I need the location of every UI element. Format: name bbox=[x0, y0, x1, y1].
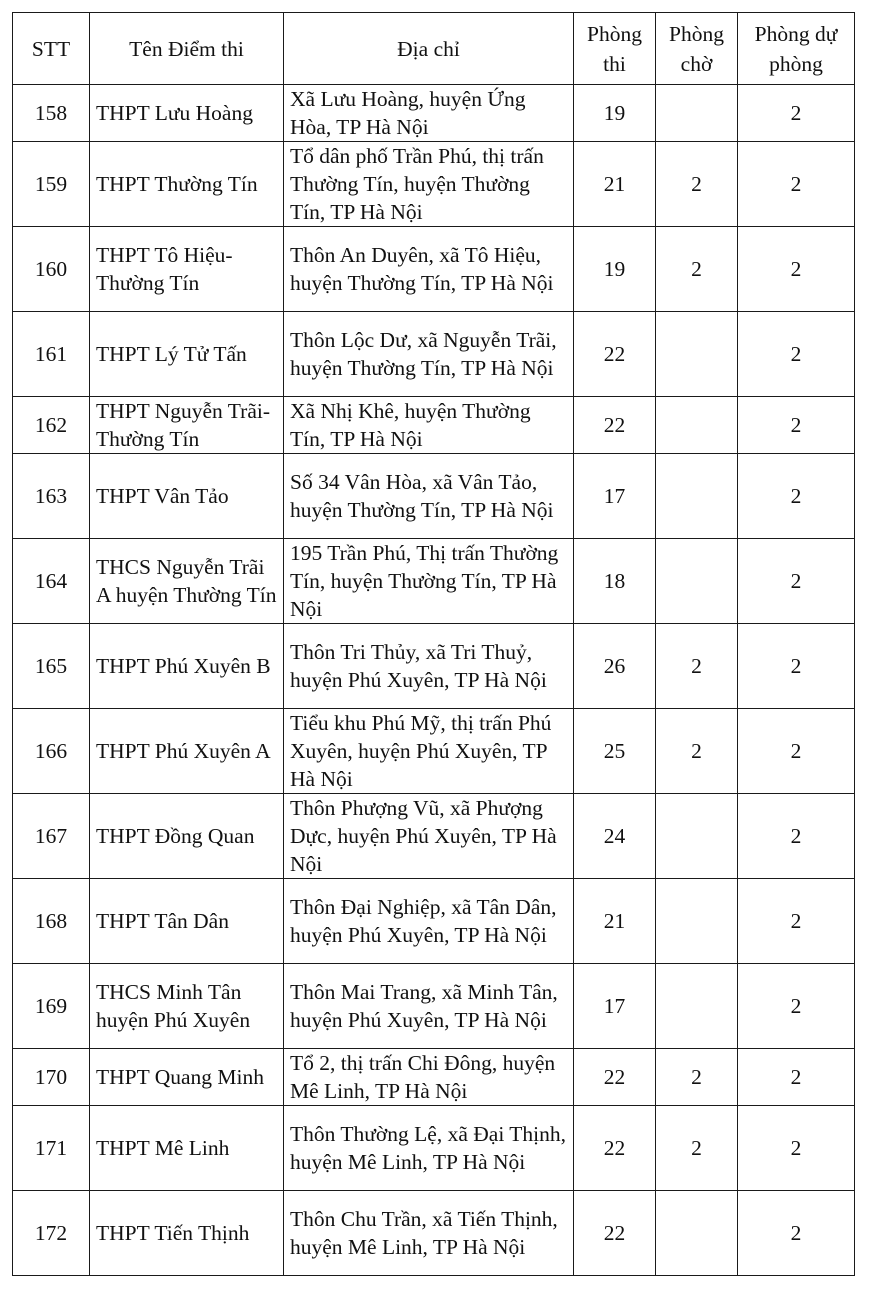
cell-address: Thôn Chu Trần, xã Tiến Thịnh, huyện Mê Linh, TP Hà Nội bbox=[284, 1191, 574, 1276]
cell-site-name: THPT Tiến Thịnh bbox=[90, 1191, 284, 1276]
document-page bbox=[12, 12, 855, 1276]
table-row bbox=[13, 539, 855, 624]
cell-reserve-rooms: 2 bbox=[738, 1191, 855, 1276]
header-exam-rooms: Phòng thi bbox=[574, 13, 656, 85]
cell-stt: 171 bbox=[13, 1106, 90, 1191]
cell-address: Thôn Lộc Dư, xã Nguyễn Trãi, huyện Thường Tín, TP Hà Nội bbox=[284, 312, 574, 397]
cell-site-name: THPT Mê Linh bbox=[90, 1106, 284, 1191]
table-row bbox=[13, 709, 855, 794]
cell-address: Thôn An Duyên, xã Tô Hiệu, huyện Thường Tín, TP Hà Nội bbox=[284, 227, 574, 312]
cell-exam-rooms: 22 bbox=[574, 1106, 656, 1191]
cell-reserve-rooms: 2 bbox=[738, 1106, 855, 1191]
cell-exam-rooms: 18 bbox=[574, 539, 656, 624]
cell-stt: 168 bbox=[13, 879, 90, 964]
cell-site-name: THPT Phú Xuyên A bbox=[90, 709, 284, 794]
cell-address: Tổ 2, thị trấn Chi Đông, huyện Mê Linh, TP Hà Nội bbox=[284, 1049, 574, 1106]
table-row bbox=[13, 624, 855, 709]
cell-reserve-rooms: 2 bbox=[738, 227, 855, 312]
header-waiting-rooms: Phòng chờ bbox=[656, 13, 738, 85]
cell-reserve-rooms: 2 bbox=[738, 1049, 855, 1106]
cell-waiting-rooms bbox=[656, 85, 738, 142]
table-row bbox=[13, 879, 855, 964]
cell-waiting-rooms bbox=[656, 964, 738, 1049]
cell-waiting-rooms bbox=[656, 539, 738, 624]
cell-waiting-rooms bbox=[656, 879, 738, 964]
cell-exam-rooms: 21 bbox=[574, 879, 656, 964]
header-stt: STT bbox=[13, 13, 90, 85]
table-row bbox=[13, 1106, 855, 1191]
cell-address: Tiểu khu Phú Mỹ, thị trấn Phú Xuyên, huyện Phú Xuyên, TP Hà Nội bbox=[284, 709, 574, 794]
cell-site-name: THCS Nguyễn Trãi A huyện Thường Tín bbox=[90, 539, 284, 624]
cell-site-name: THPT Lưu Hoàng bbox=[90, 85, 284, 142]
table-row bbox=[13, 142, 855, 227]
table-body bbox=[13, 85, 855, 1276]
table-row bbox=[13, 227, 855, 312]
header-reserve-rooms: Phòng dự phòng bbox=[738, 13, 855, 85]
cell-stt: 167 bbox=[13, 794, 90, 879]
header-site-name: Tên Điểm thi bbox=[90, 13, 284, 85]
cell-exam-rooms: 22 bbox=[574, 397, 656, 454]
cell-exam-rooms: 22 bbox=[574, 312, 656, 397]
cell-site-name: THCS Minh Tân huyện Phú Xuyên bbox=[90, 964, 284, 1049]
cell-site-name: THPT Tô Hiệu-Thường Tín bbox=[90, 227, 284, 312]
cell-waiting-rooms: 2 bbox=[656, 1106, 738, 1191]
cell-waiting-rooms: 2 bbox=[656, 624, 738, 709]
cell-reserve-rooms: 2 bbox=[738, 85, 855, 142]
table-row bbox=[13, 794, 855, 879]
cell-site-name: THPT Đồng Quan bbox=[90, 794, 284, 879]
cell-stt: 170 bbox=[13, 1049, 90, 1106]
header-address: Địa chỉ bbox=[284, 13, 574, 85]
cell-stt: 163 bbox=[13, 454, 90, 539]
cell-waiting-rooms: 2 bbox=[656, 142, 738, 227]
cell-reserve-rooms: 2 bbox=[738, 624, 855, 709]
cell-reserve-rooms: 2 bbox=[738, 397, 855, 454]
cell-address: Thôn Tri Thủy, xã Tri Thuỷ, huyện Phú Xuyên, TP Hà Nội bbox=[284, 624, 574, 709]
table-row bbox=[13, 312, 855, 397]
cell-reserve-rooms: 2 bbox=[738, 709, 855, 794]
cell-stt: 164 bbox=[13, 539, 90, 624]
table-row bbox=[13, 1191, 855, 1276]
cell-address: Số 34 Vân Hòa, xã Vân Tảo, huyện Thường Tín, TP Hà Nội bbox=[284, 454, 574, 539]
table-header-row bbox=[13, 13, 855, 85]
cell-site-name: THPT Quang Minh bbox=[90, 1049, 284, 1106]
cell-reserve-rooms: 2 bbox=[738, 142, 855, 227]
cell-address: Tổ dân phố Trần Phú, thị trấn Thường Tín, huyện Thường Tín, TP Hà Nội bbox=[284, 142, 574, 227]
cell-waiting-rooms: 2 bbox=[656, 709, 738, 794]
cell-address: Thôn Mai Trang, xã Minh Tân, huyện Phú Xuyên, TP Hà Nội bbox=[284, 964, 574, 1049]
cell-site-name: THPT Phú Xuyên B bbox=[90, 624, 284, 709]
cell-exam-rooms: 22 bbox=[574, 1049, 656, 1106]
cell-address: Thôn Đại Nghiệp, xã Tân Dân, huyện Phú Xuyên, TP Hà Nội bbox=[284, 879, 574, 964]
cell-address: Xã Lưu Hoàng, huyện Ứng Hòa, TP Hà Nội bbox=[284, 85, 574, 142]
table-row bbox=[13, 454, 855, 539]
cell-site-name: THPT Thường Tín bbox=[90, 142, 284, 227]
cell-stt: 161 bbox=[13, 312, 90, 397]
cell-reserve-rooms: 2 bbox=[738, 539, 855, 624]
table-row bbox=[13, 85, 855, 142]
cell-stt: 158 bbox=[13, 85, 90, 142]
cell-address: Xã Nhị Khê, huyện Thường Tín, TP Hà Nội bbox=[284, 397, 574, 454]
cell-stt: 162 bbox=[13, 397, 90, 454]
cell-waiting-rooms bbox=[656, 1191, 738, 1276]
cell-exam-rooms: 24 bbox=[574, 794, 656, 879]
cell-site-name: THPT Tân Dân bbox=[90, 879, 284, 964]
cell-reserve-rooms: 2 bbox=[738, 964, 855, 1049]
cell-exam-rooms: 19 bbox=[574, 227, 656, 312]
cell-stt: 172 bbox=[13, 1191, 90, 1276]
cell-stt: 166 bbox=[13, 709, 90, 794]
cell-stt: 169 bbox=[13, 964, 90, 1049]
cell-waiting-rooms: 2 bbox=[656, 1049, 738, 1106]
cell-waiting-rooms bbox=[656, 312, 738, 397]
cell-address: Thôn Phượng Vũ, xã Phượng Dực, huyện Phú Xuyên, TP Hà Nội bbox=[284, 794, 574, 879]
cell-site-name: THPT Lý Tử Tấn bbox=[90, 312, 284, 397]
cell-exam-rooms: 26 bbox=[574, 624, 656, 709]
cell-reserve-rooms: 2 bbox=[738, 312, 855, 397]
cell-reserve-rooms: 2 bbox=[738, 879, 855, 964]
cell-exam-rooms: 17 bbox=[574, 964, 656, 1049]
cell-exam-rooms: 21 bbox=[574, 142, 656, 227]
exam-sites-table bbox=[12, 12, 855, 1276]
cell-exam-rooms: 17 bbox=[574, 454, 656, 539]
cell-site-name: THPT Vân Tảo bbox=[90, 454, 284, 539]
cell-stt: 159 bbox=[13, 142, 90, 227]
cell-stt: 160 bbox=[13, 227, 90, 312]
cell-address: Thôn Thường Lệ, xã Đại Thịnh, huyện Mê Linh, TP Hà Nội bbox=[284, 1106, 574, 1191]
cell-exam-rooms: 22 bbox=[574, 1191, 656, 1276]
cell-address: 195 Trần Phú, Thị trấn Thường Tín, huyện Thường Tín, TP Hà Nội bbox=[284, 539, 574, 624]
cell-exam-rooms: 19 bbox=[574, 85, 656, 142]
cell-stt: 165 bbox=[13, 624, 90, 709]
cell-waiting-rooms bbox=[656, 794, 738, 879]
cell-reserve-rooms: 2 bbox=[738, 794, 855, 879]
cell-exam-rooms: 25 bbox=[574, 709, 656, 794]
table-row bbox=[13, 1049, 855, 1106]
cell-waiting-rooms bbox=[656, 397, 738, 454]
cell-site-name: THPT Nguyễn Trãi-Thường Tín bbox=[90, 397, 284, 454]
cell-reserve-rooms: 2 bbox=[738, 454, 855, 539]
cell-waiting-rooms: 2 bbox=[656, 227, 738, 312]
cell-waiting-rooms bbox=[656, 454, 738, 539]
table-row bbox=[13, 397, 855, 454]
table-row bbox=[13, 964, 855, 1049]
